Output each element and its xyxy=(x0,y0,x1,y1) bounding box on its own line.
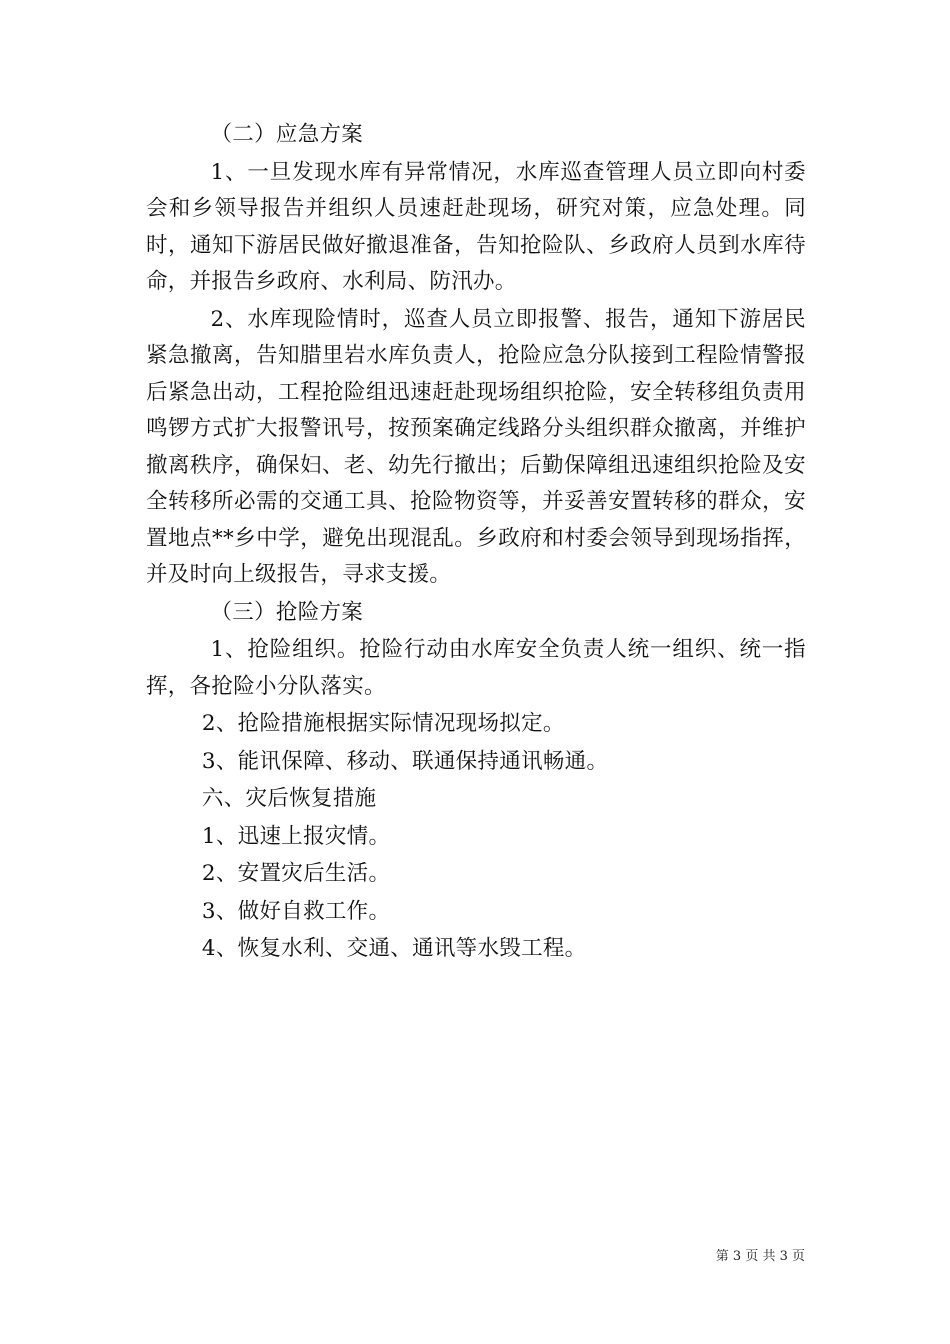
section-heading-rescue-plan: （三）抢险方案 xyxy=(210,599,364,625)
paragraph-emergency-item-1: 1、一旦发现水库有异常情况，水库巡查管理人员立即向村委会和乡领导报告并组织人员速赶赴现场，研究对策，应急处理。同时，通知下游居民做好撤退准备，告知抢险队、乡政府人员到水库待命，并报告乡政府、水利局、防汛办。 xyxy=(146,159,806,294)
paragraph-emergency-item-2: 2、水库现险情时，巡查人员立即报警、报告，通知下游居民紧急撤离，告知腊里岩水库负责人，抢险应急分队接到工程险情警报后紧急出动，工程抢险组迅速赶赴现场组织抢险，安全转移组负责用鸣锣方式扩大报警讯号，按预案确定线路分头组织群众撤离，并维护撤离秩序，确保妇、老、幼先行撤出；后勤保障组迅速组织抢险及安全转移所必需的交通工具、抢险物资等，并妥善安置转移的群众，安置地点**乡中学，避免出现混乱。乡政府和村委会领导到现场指挥，并及时向上级报告，寻求支援。 xyxy=(146,306,806,587)
paragraph-rescue-item-3: 3、能讯保障、移动、联通保持通讯畅通。 xyxy=(201,748,609,774)
paragraph-recovery-item-4: 4、恢复水利、交通、通讯等水毁工程。 xyxy=(201,936,587,961)
section-heading-recovery: 六、灾后恢复措施 xyxy=(201,786,377,811)
paragraph-recovery-item-3: 3、做好自救工作。 xyxy=(201,898,391,924)
paragraph-recovery-item-1: 1、迅速上报灾情。 xyxy=(201,823,391,849)
paragraph-recovery-item-2: 2、安置灾后生活。 xyxy=(201,861,391,886)
document-body xyxy=(146,117,806,968)
section-heading-emergency-plan: （二）应急方案 xyxy=(210,122,364,147)
page-number-footer: 第 3 页 共 3 页 xyxy=(715,1249,805,1264)
paragraph-rescue-item-2: 2、抢险措施根据实际情况现场拟定。 xyxy=(201,711,565,736)
paragraph-rescue-item-1: 1、抢险组织。抢险行动由水库安全负责人统一组织、统一指挥，各抢险小分队落实。 xyxy=(146,637,806,699)
